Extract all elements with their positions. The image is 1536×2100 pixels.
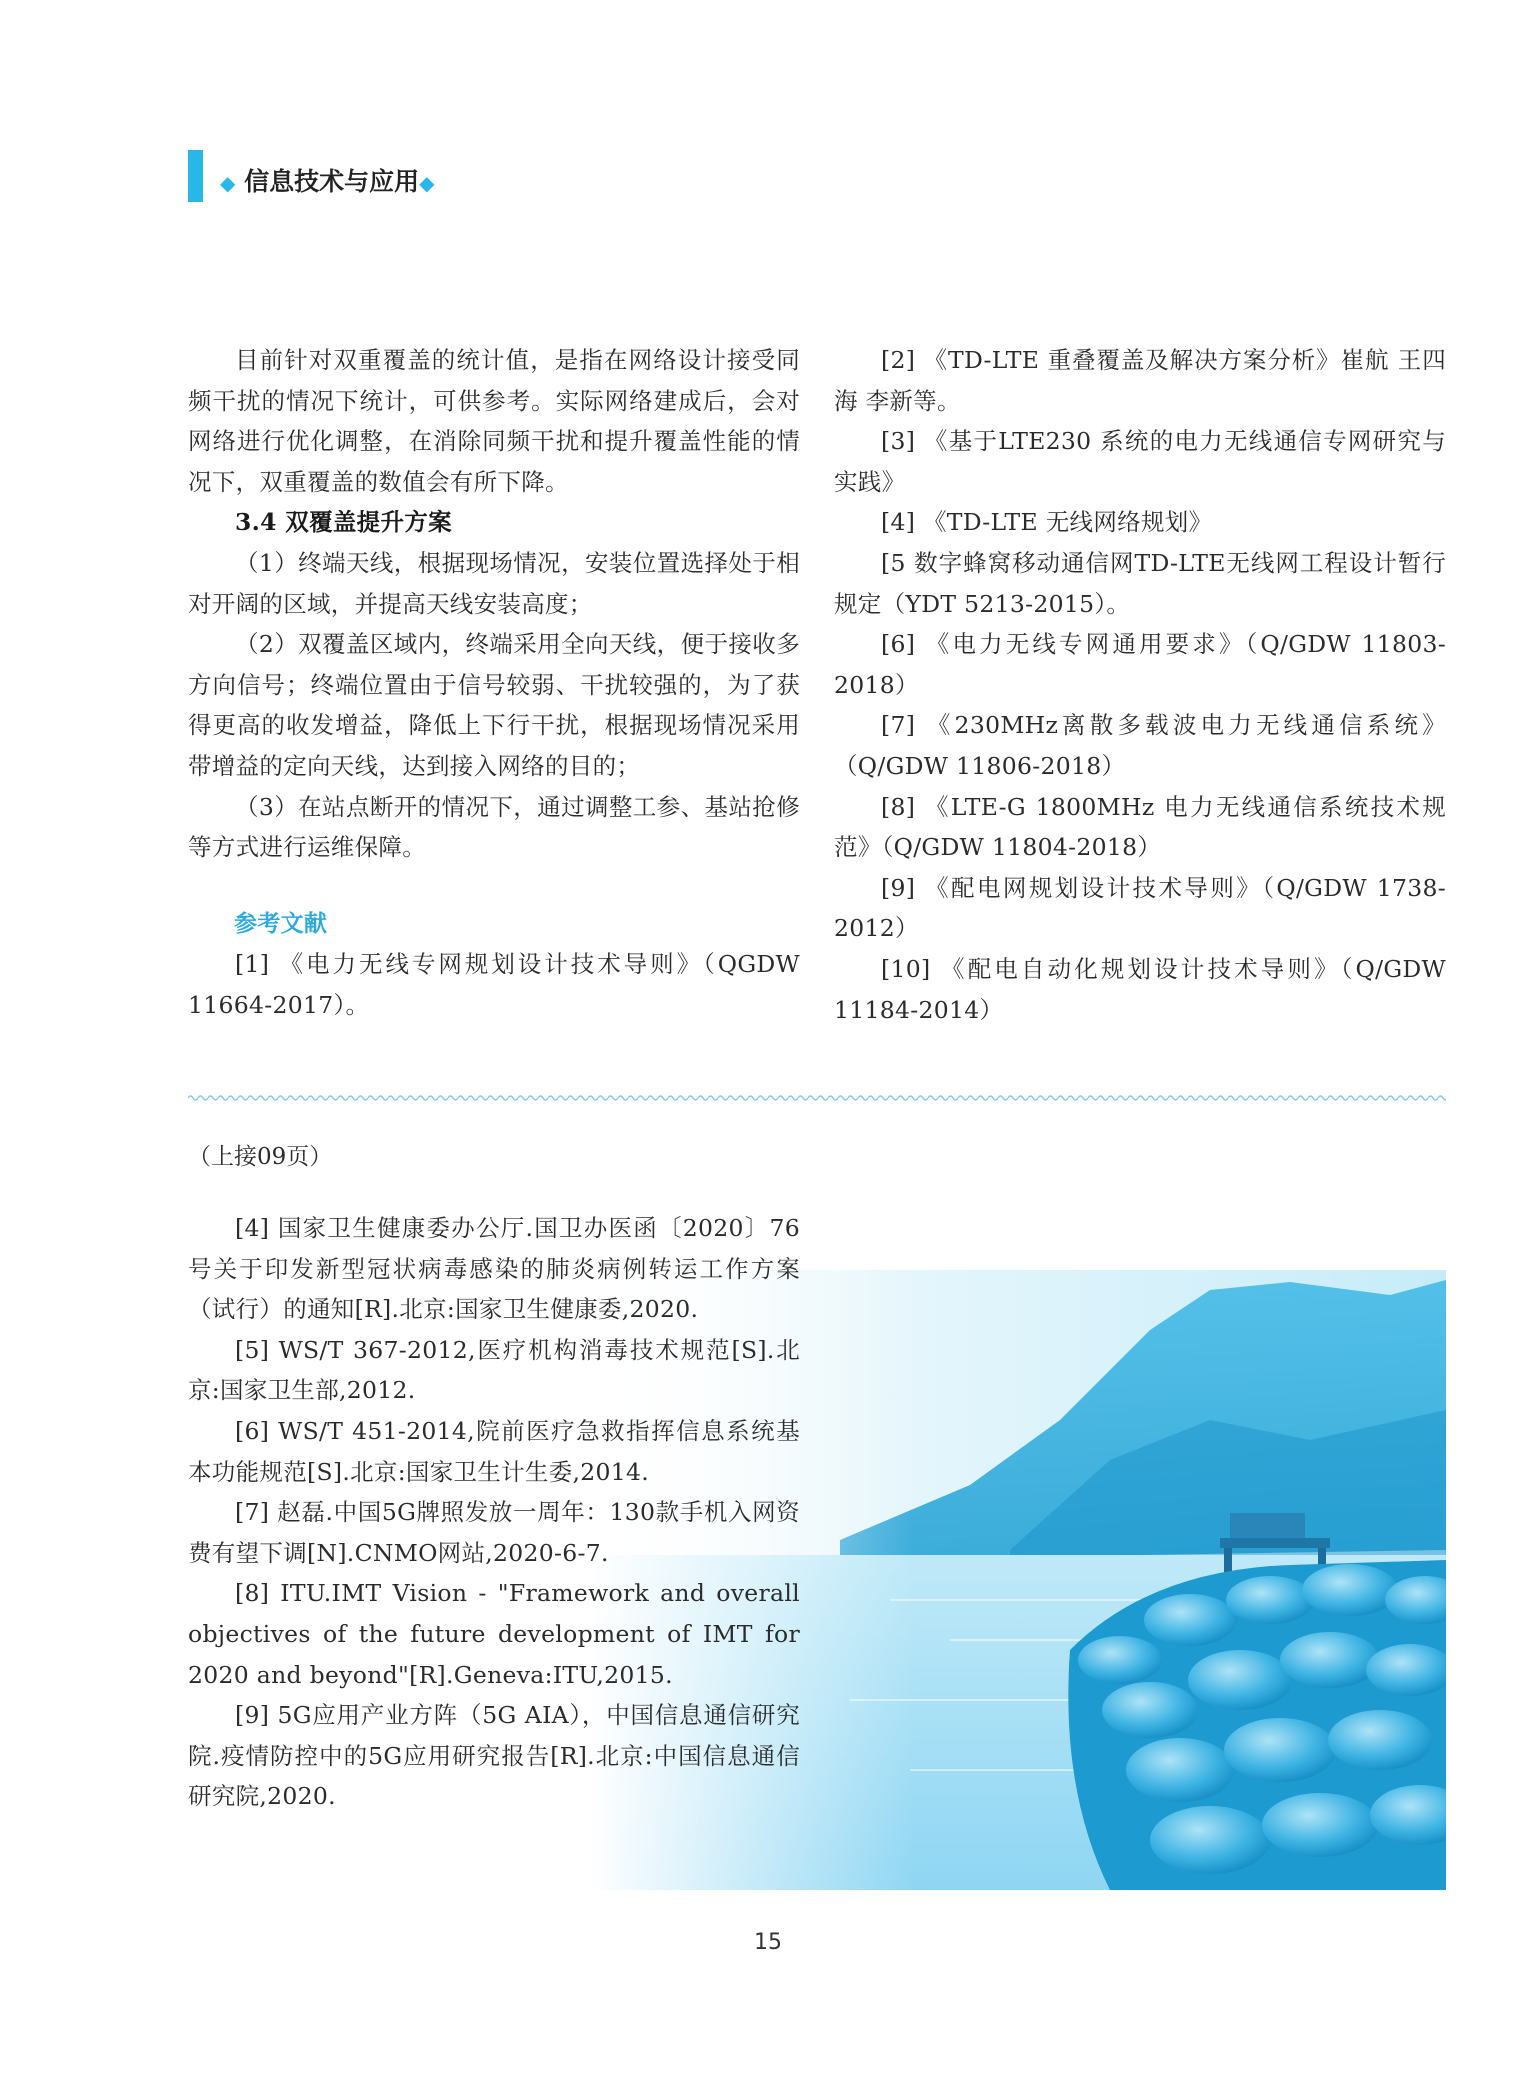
page-number: 15 [754, 1930, 782, 1955]
list-item: （2）双覆盖区域内，终端采用全向天线，便于接收多方向信号；终端位置由于信号较弱、干扰较强的，为了获得更高的收发增益，降低上下行干扰，根据现场情况采用带增益的定向天线，达到接入网络的目的； [188, 630, 800, 780]
reference-item: [3] 《基于LTE230 系统的电力无线通信专网研究与实践》 [834, 427, 1446, 496]
reference-item: [7] 赵磊.中国5G牌照发放一周年：130款手机入网资费有望下调[N].CNMO网站,2020-6-7. [188, 1498, 800, 1567]
reference-item: [8] 《LTE-G 1800MHz 电力无线通信系统技术规范》（Q/GDW 11804-2018） [834, 792, 1446, 862]
reference-item: [5 数字蜂窝移动通信网TD-LTE无线网工程设计暂行规定（YDT 5213-2015）。 [834, 548, 1446, 618]
left-column-top [188, 340, 800, 1026]
reference-item: [6] 《电力无线专网通用要求》（Q/GDW 11803-2018） [834, 630, 1446, 699]
reference-item: [5] WS/T 367-2012,医疗机构消毒技术规范[S].北京:国家卫生部,2012. [188, 1335, 800, 1405]
header-title-group [220, 162, 435, 198]
references-heading: 参考文献 [234, 910, 328, 937]
header-title: 信息技术与应用 [244, 167, 420, 196]
reference-item: [1] 《电力无线专网规划设计技术导则》（QGDW 11664-2017）。 [188, 950, 800, 1019]
header-accent-bar [188, 150, 203, 202]
reference-item: [9] 《配电网规划设计技术导则》（Q/GDW 1738-2012） [834, 873, 1446, 943]
diamond-left-icon: ◆ [220, 171, 236, 195]
wavy-divider [188, 1093, 1446, 1103]
continued-label: （上接09页） [188, 1144, 333, 1170]
reference-item: [9] 5G应用产业方阵（5G AIA），中国信息通信研究院.疫情防控中的5G应用研究报告[R].北京:中国信息通信研究院,2020. [188, 1701, 800, 1811]
list-item: （1）终端天线，根据现场情况，安装位置选择处于相对开阔的区域，并提高天线安装高度； [188, 548, 800, 618]
right-column-references [834, 340, 1446, 1030]
left-column-bottom-references [188, 1208, 800, 1817]
list-item: （3）在站点断开的情况下，通过调整工参、基站抢修等方式进行运维保障。 [188, 792, 800, 862]
section-title: 3.4 双覆盖提升方案 [235, 508, 452, 537]
reference-item: [2] 《TD-LTE 重叠覆盖及解决方案分析》崔航 王四海 李新等。 [834, 346, 1446, 415]
reference-item: [4] 国家卫生健康委办公厅.国卫办医函〔2020〕76号关于印发新型冠状病毒感染的肺炎病例转运工作方案（试行）的通知[R].北京:国家卫生健康委,2020. [188, 1214, 800, 1324]
reference-item: [10] 《配电自动化规划设计技术导则》（Q/GDW 11184-2014） [834, 954, 1446, 1024]
reference-item: [8] ITU.IMT Vision - "Framework and overall objectives of the future development of IMT for 2020 and beyond"[R].Geneva:ITU,2015. [188, 1579, 800, 1689]
reference-item: [6] WS/T 451-2014,院前医疗急救指挥信息系统基本功能规范[S].北京:国家卫生计生委,2014. [188, 1416, 800, 1486]
diamond-right-icon: ◆ [419, 171, 435, 195]
reference-item: [7] 《230MHz离散多载波电力无线通信系统》（Q/GDW 11806-2018） [834, 711, 1446, 780]
body-paragraph: 目前针对双重覆盖的统计值，是指在网络设计接受同频干扰的情况下统计，可供参考。实际网络建成后，会对网络进行优化调整，在消除同频干扰和提升覆盖性能的情况下，双重覆盖的数值会有所下降。 [188, 346, 800, 496]
reference-item: [4] 《TD-LTE 无线网络规划》 [881, 508, 1213, 537]
